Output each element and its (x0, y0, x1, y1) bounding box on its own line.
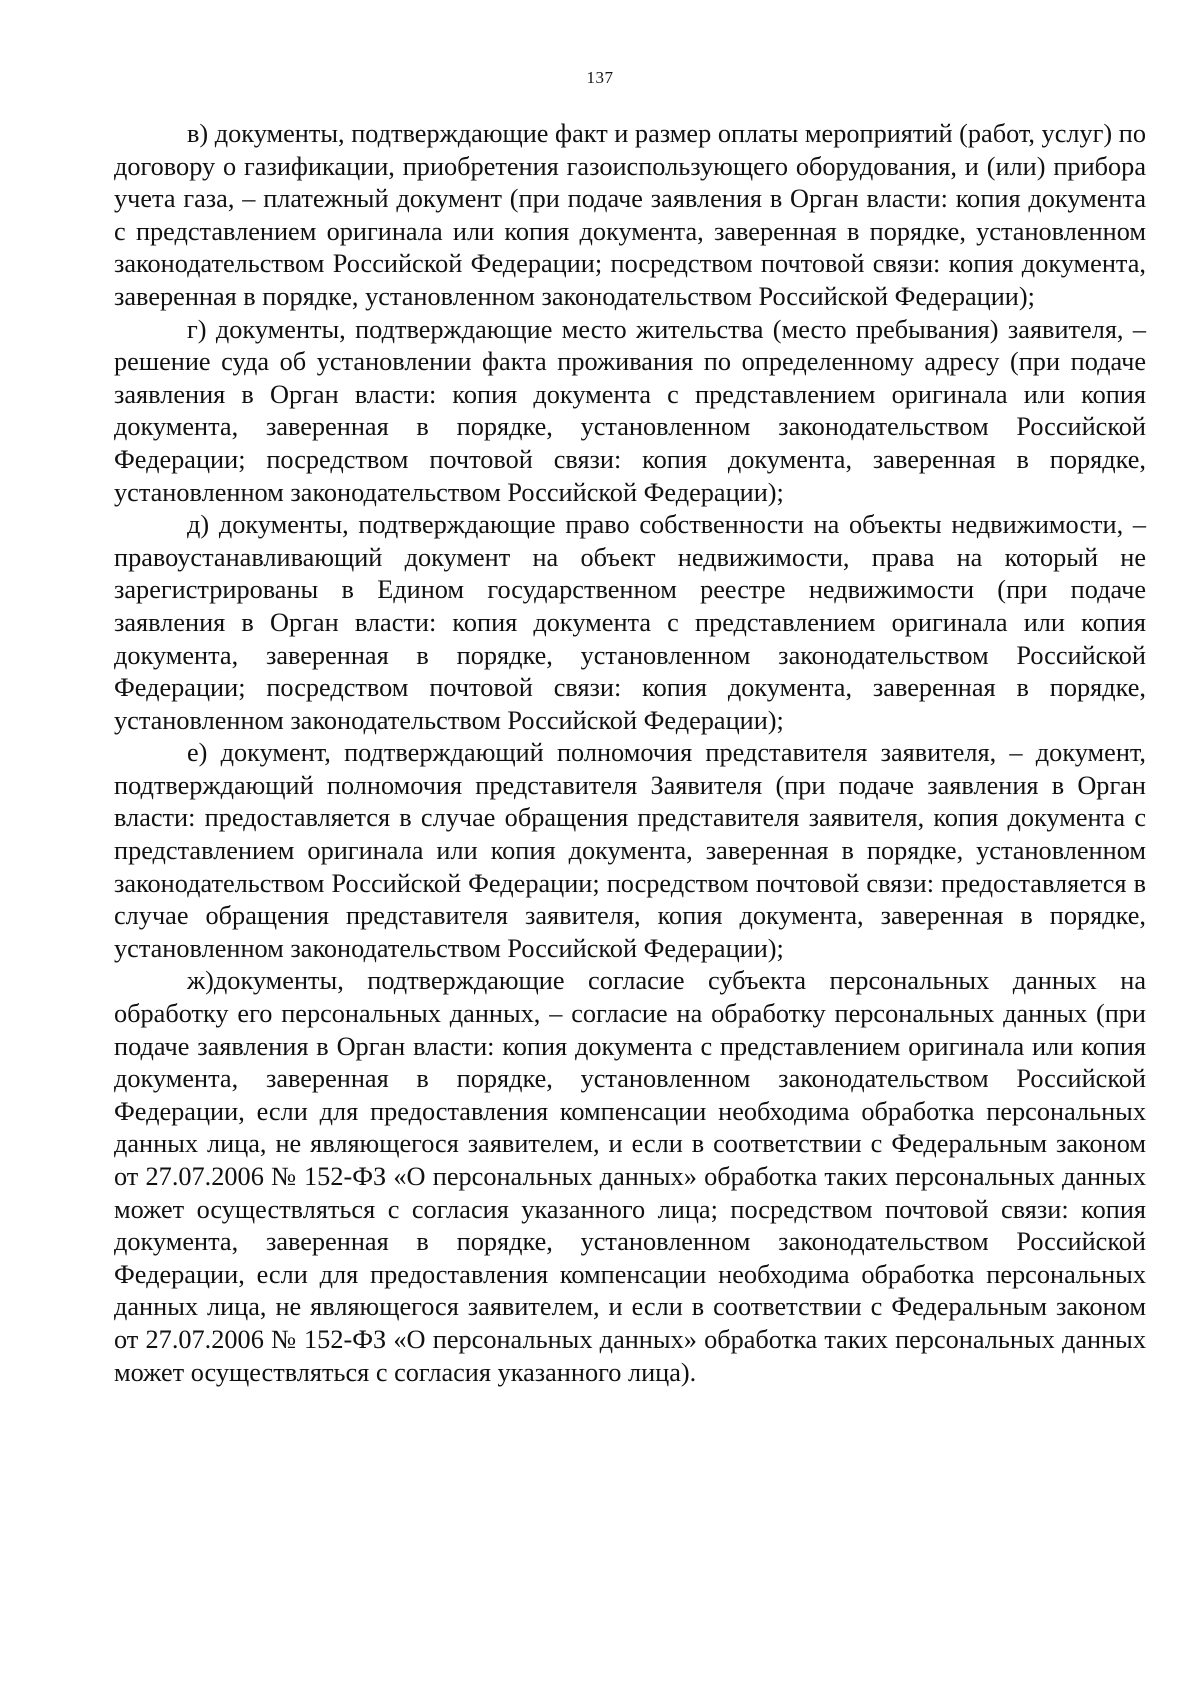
document-body (114, 118, 1146, 1389)
paragraph-item-d: д) документы, подтверждающие право собственности на объекты недвижимости, – правоустанавливающий документ на объект недвижимости, права на который не зарегистрированы в Едином государственном реестре недвижимости (при подаче заявления в Орган власти: копия документа с представлением оригинала или копия документа, заверенная в порядке, установленном законодательством Российской Федерации; посредством почтовой связи: копия документа, заверенная в порядке, установленном законодательством Российской Федерации); (114, 510, 1146, 735)
paragraph-item-e: е) документ, подтверждающий полномочия представителя заявителя, – документ, подтверждающий полномочия представителя Заявителя (при подаче заявления в Орган власти: предоставляется в случае обращения представителя заявителя, копия документа с представлением оригинала или копия документа, заверенная в порядке, установленном законодательством Российской Федерации; посредством почтовой связи: предоставляется в случае обращения представителя заявителя, копия документа, заверенная в порядке, установленном законодательством Российской Федерации); (114, 738, 1146, 963)
paragraph-item-v: в) документы, подтверждающие факт и размер оплаты мероприятий (работ, услуг) по договору о газификации, приобретения газоиспользующего оборудования, и (или) прибора учета газа, – платежный документ (при подаче заявления в Орган власти: копия документа с представлением оригинала или копия документа, заверенная в порядке, установленном законодательством Российской Федерации; посредством почтовой связи: копия документа, заверенная в порядке, установленном законодательством Российской Федерации); (114, 119, 1146, 311)
page-number: 137 (586, 68, 614, 87)
paragraph-item-zh: ж)документы, подтверждающие согласие субъекта персональных данных на обработку его персональных данных, – согласие на обработку персональных данных (при подаче заявления в Орган власти: копия документа с представлением оригинала или копия документа, заверенная в порядке, установленном законодательством Российской Федерации, если для предоставления компенсации необходима обработка персональных данных лица, не являющегося заявителем, и если в соответствии с Федеральным законом от 27.07.2006 № 152-ФЗ «О персональных данных» обработка таких персональных данных может осуществляться с согласия указанного лица; посредством почтовой связи: копия документа, заверенная в порядке, установленном законодательством Российской Федерации, если для предоставления компенсации необходима обработка персональных данных лица, не являющегося заявителем, и если в соответствии с Федеральным законом от 27.07.2006 № 152-ФЗ «О персональных данных» обработка таких персональных данных может осуществляться с согласия указанного лица). (114, 966, 1146, 1387)
paragraph-item-g: г) документы, подтверждающие место жительства (место пребывания) заявителя, – решение суда об установлении факта проживания по определенному адресу (при подаче заявления в Орган власти: копия документа с представлением оригинала или копия документа, заверенная в порядке, установленном законодательством Российской Федерации; посредством почтовой связи: копия документа, заверенная в порядке, установленном законодательством Российской Федерации); (114, 314, 1146, 507)
